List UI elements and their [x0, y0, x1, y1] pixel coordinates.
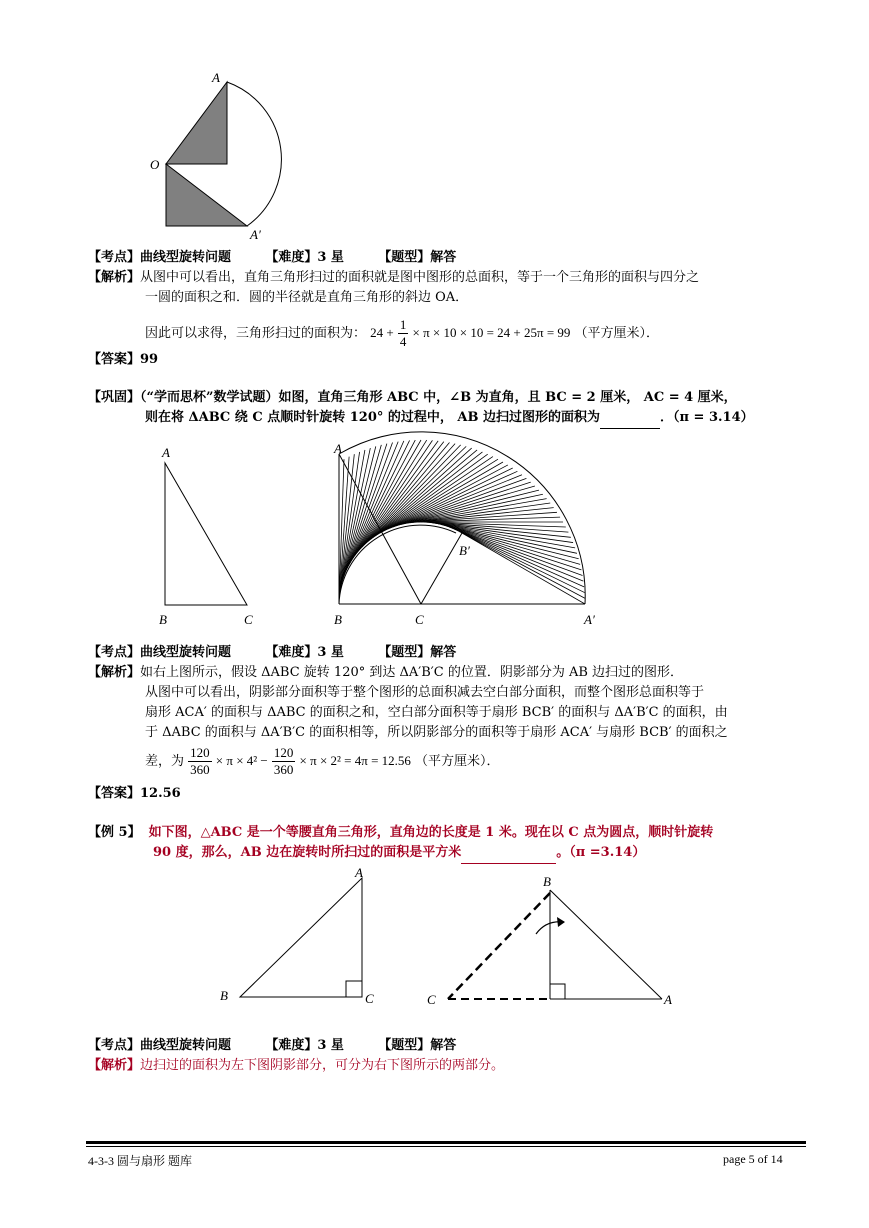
sweep-line — [427, 522, 569, 532]
block1-info-line — [88, 248, 456, 268]
gonggu-text2a: 则在将 ΔABC 绕 C 点顺时针旋转 120° 的过程中， AB 边扫过图形的面积为 — [145, 410, 601, 425]
footer-left: 4-3-3 圆与扇形 题库 — [88, 1154, 192, 1168]
gonggu-line2 — [145, 408, 754, 429]
example5-text2b: 。（π =3.14） — [556, 845, 646, 860]
right-angle-mark-left — [346, 981, 362, 997]
gonggu-text2b: ．（π = 3.14） — [660, 410, 754, 425]
dashed-side-BC — [448, 893, 550, 999]
quarter-arc — [227, 82, 281, 226]
triangle-left — [240, 878, 362, 997]
figure-2-right — [325, 430, 605, 630]
kaodian-tag: 【考点】 — [88, 1038, 141, 1053]
label-A-prime: A′ — [250, 227, 261, 242]
jiexi-text: 从图中可以看出，直角三角形扫过的面积就是图中图形的总面积，等于一个三角形的面积与四分之 — [140, 270, 700, 285]
right-angle-mark-right — [550, 984, 565, 999]
tixing-tag: 【题型】 — [378, 250, 431, 265]
tixing-value: 解答 — [430, 645, 457, 660]
block2-jiexi-line3: 扇形 ACA′ 的面积与 ΔABC 的面积之和，空白部分面积等于扇形 BCB′ 的面积与 ΔA′B′C 的面积，由 — [145, 705, 728, 720]
gonggu-text1: （“学而思杯”数学试题）如图，直角三角形 ABC 中，∠B 为直角，且 BC = 2 厘米， AC = 4 厘米， — [140, 390, 737, 405]
l5-post: （平方厘米）． — [415, 754, 500, 769]
label-B: B — [159, 612, 167, 627]
nandu-value: 3 星 — [317, 645, 344, 660]
label-O: O — [150, 157, 160, 172]
jiexi-tag: 【解析】 — [88, 665, 141, 680]
block2-jiexi-line5 — [145, 741, 500, 782]
daan-value: 99 — [140, 352, 159, 367]
jiexi-l3-pre: 因此可以求得，三角形扫过的面积为： — [145, 326, 367, 341]
sweep-line — [350, 440, 421, 563]
block1-jiexi-line3 — [145, 313, 659, 354]
block2-jiexi-line2: 从图中可以看出，阴影部分面积等于整个图形的总面积减去空白部分面积，而整个图形总面积等于 — [145, 685, 705, 700]
label-A-right: A — [664, 992, 672, 1007]
sweep-line — [462, 533, 585, 604]
formula-b: × π × 10 × 10 = 24 + 25π = 99 — [412, 325, 571, 340]
block2-info-line — [88, 643, 456, 663]
nandu-tag: 【难度】 — [265, 645, 318, 660]
tixing-value: 解答 — [430, 250, 457, 265]
shaded-triangle-upper — [166, 82, 227, 164]
block1-answer — [88, 350, 158, 370]
formula-mid: × π × 4² − — [215, 753, 268, 768]
sweep-line — [358, 442, 449, 551]
footer-rule-thick — [86, 1141, 806, 1144]
figure-3 — [210, 860, 690, 1015]
example5-line1 — [88, 823, 713, 843]
sweep-line — [383, 465, 508, 532]
nandu-value: 3 星 — [317, 1038, 344, 1053]
label-A-prime: A′ — [584, 612, 595, 627]
label-A-big: A — [334, 441, 342, 456]
shaded-triangle-lower — [166, 164, 247, 226]
label-B-prime: B′ — [459, 543, 470, 558]
fraction-120-360-a: $\frac{120}{360}$ — [190, 745, 210, 777]
gonggu-tag: 【巩固】 — [88, 390, 141, 405]
label-B-big: B — [334, 612, 342, 627]
block2-answer — [88, 784, 181, 804]
label-B-left: B — [220, 988, 228, 1003]
figure-2-left — [150, 440, 270, 630]
label-C-right: C — [427, 992, 436, 1007]
jiexi-tag: 【解析】 — [88, 270, 141, 285]
label-A: A — [162, 445, 170, 460]
label-A-left: A — [355, 865, 363, 880]
daan-tag: 【答案】 — [88, 786, 141, 801]
nandu-tag: 【难度】 — [265, 1038, 318, 1053]
sweep-line — [452, 528, 584, 581]
answer-blank — [600, 408, 660, 429]
gonggu-line1 — [88, 388, 737, 408]
jiexi-text: 如右上图所示，假设 ΔABC 旋转 120° 到达 ΔA′B′C 的位置．阴影部分为 AB 边扫过的图形． — [140, 665, 684, 680]
block3-jiexi-line — [88, 1056, 504, 1076]
kaodian-value: 曲线型旋转问题 — [140, 1038, 232, 1053]
label-C-left: C — [365, 991, 374, 1006]
example5-tag: 【例 5】 — [88, 825, 141, 840]
hypotenuse-BA — [550, 890, 662, 999]
l5-pre: 差，为 — [145, 754, 185, 769]
jiexi-text: 边扫过的面积为左下图阴影部分，可分为右下图所示的两部分。 — [140, 1058, 505, 1073]
block1-jiexi-line1 — [88, 268, 699, 288]
daan-value: 12.56 — [140, 786, 181, 801]
block3-info-line — [88, 1036, 456, 1056]
block2-jiexi-line4: 于 ΔABC 的面积与 ΔA′B′C 的面积相等，所以阴影部分的面积等于扇形 ACA′ 与扇形 BCB′ 的面积之 — [145, 725, 728, 740]
example5-text2a: 90 度，那么，AB 边在旋转时所扫过的面积是平方米 — [153, 845, 462, 860]
tixing-tag: 【题型】 — [378, 645, 431, 660]
sweep-line — [353, 440, 432, 558]
footer-page-number: page 5 of 14 — [723, 1152, 783, 1166]
fraction-one-quarter: $\frac{1}{4}$ — [399, 317, 407, 349]
jiexi-l3-post: （平方厘米）． — [574, 326, 660, 341]
tixing-value: 解答 — [430, 1038, 457, 1053]
side-CB-prime — [421, 533, 462, 604]
kaodian-tag: 【考点】 — [88, 645, 141, 660]
block1-jiexi-line2: 一圆的面积之和．圆的半径就是直角三角形的斜边 OA． — [145, 290, 469, 305]
label-A: A — [212, 70, 220, 85]
sweep-line — [390, 475, 522, 528]
label-C: C — [244, 612, 253, 627]
block2-jiexi-line1 — [88, 663, 683, 683]
fraction-120-360-b: $\frac{120}{360}$ — [273, 745, 294, 777]
triangle-ABC — [165, 463, 247, 605]
sweep-line — [457, 530, 585, 592]
nandu-tag: 【难度】 — [265, 250, 318, 265]
jiexi-tag: 【解析】 — [88, 1058, 141, 1073]
kaodian-tag: 【考点】 — [88, 250, 141, 265]
arrow-head-icon — [557, 917, 565, 927]
formula-end: × π × 2² = 4π = 12.56 — [299, 753, 411, 768]
formula-a: 24 + — [370, 325, 394, 340]
nandu-value: 3 星 — [317, 250, 344, 265]
daan-tag: 【答案】 — [88, 352, 141, 367]
label-C-big: C — [415, 612, 424, 627]
sweep-line — [360, 444, 455, 550]
tixing-tag: 【题型】 — [378, 1038, 431, 1053]
footer-rule-thin — [86, 1146, 806, 1147]
label-B-right: B — [543, 874, 551, 889]
figure-1 — [140, 66, 300, 246]
example5-text1: 如下图，△ABC 是一个等腰直角三角形，直角边的长度是 1 米。现在以 C 点为圆点，顺时针旋转 — [148, 825, 714, 840]
kaodian-value: 曲线型旋转问题 — [140, 250, 232, 265]
kaodian-value: 曲线型旋转问题 — [140, 645, 232, 660]
